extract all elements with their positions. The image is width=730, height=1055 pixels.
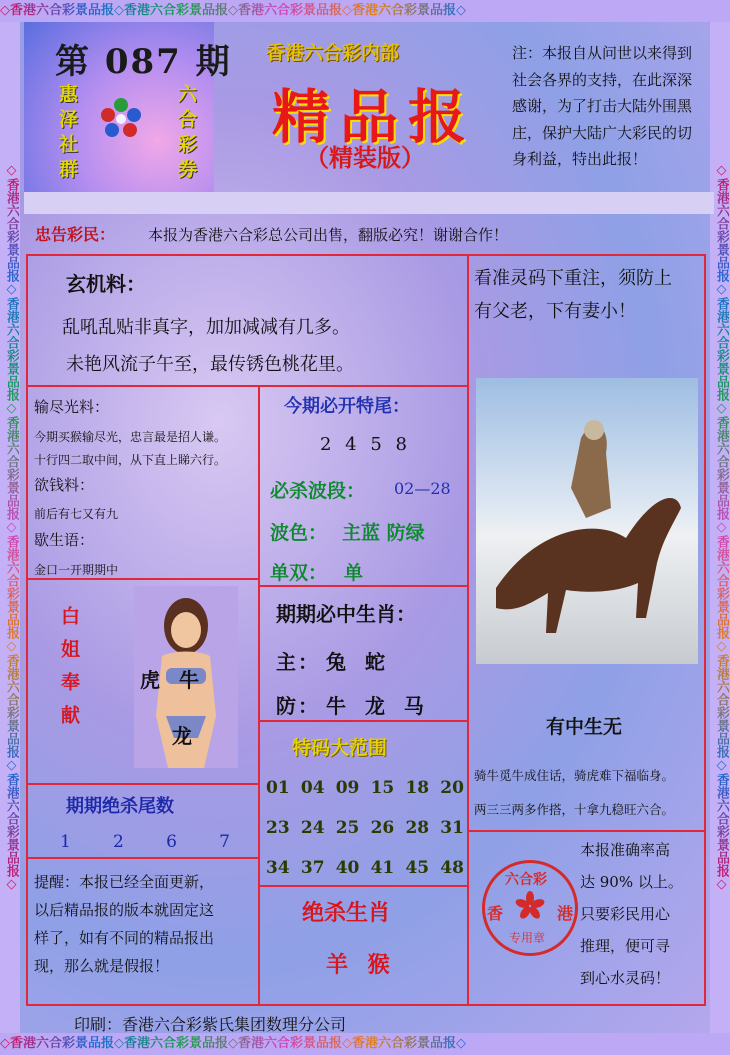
xiesheng-text: 金口一开期期中 [34,563,119,577]
girl-vertical-text: 白姐奉献 [58,606,80,738]
range-number: 15 [370,778,395,798]
kill-tail-numbers [60,832,230,852]
vertical-slogan-right: 六合彩券 [175,84,197,184]
range-number: 20 [440,778,464,798]
range-number: 09 [335,778,360,798]
range-row [266,778,464,818]
top-right-line-2: 有父老，下有妻小！ [474,301,636,322]
yuqian-title: 欲钱料： [34,476,95,494]
shujin-title: 输尽光料： [34,398,110,416]
range-number: 04 [300,778,325,798]
top-border-text: ◇香港六合彩景品报◇香港六合彩景品报◇香港六合彩景品报◇香港六合彩景品报◇ [0,3,466,18]
fang-value: 牛 龙 马 [326,694,430,718]
range-number: 45 [405,858,430,878]
range-number: 23 [266,818,290,838]
range-number: 48 [440,858,464,878]
accuracy-line: 到心水灵码！ [580,969,671,987]
shujin-line-1: 今期买猴输尽光，忠言最是招人谦。 [34,430,227,444]
left-border-text: ◇香港六合彩景品报◇香港六合彩景品报◇香港六合彩景品报◇香港六合彩景品报◇香港六合彩景品报◇香港六合彩景品报◇ [4,163,19,892]
official-stamp [482,860,578,956]
girl-overlay-2: 龙 [172,724,192,748]
divider-mid-column [258,385,260,1006]
lottery-logo-icon [98,95,144,141]
bose-value: 主蓝 防绿 [342,522,425,544]
accuracy-block [580,834,704,994]
xiesheng-title: 歇生语： [34,531,95,549]
girl-overlay-1: 虎 牛 [140,668,205,692]
range-number: 28 [405,818,430,838]
range-number: 37 [300,858,325,878]
kill-tail-number: 1 [60,832,71,852]
divider-right-column [467,254,469,1006]
notice-block [512,40,702,173]
range-number: 34 [266,858,290,878]
tewei-title: 今期必开特尾： [284,396,410,417]
range-number: 40 [335,858,360,878]
range-grid [266,778,464,898]
fang-label: 防： [276,694,320,718]
xuanji-line-1: 乱吼乱贴非真字，加加减减有几多。 [62,317,350,338]
issue-number: 第 087 期 [55,42,232,82]
notice-line: 社会各界的支持，在此深深 [512,70,693,89]
reminder-line: 样了，如有不同的精品报出 [34,929,215,947]
kill-tail-number: 6 [166,832,177,852]
boduan-value: 02—28 [394,479,451,498]
caution-label: 忠告彩民： [35,225,116,244]
bauhinia-flower-icon [515,891,545,921]
range-number: 25 [335,818,360,838]
main-title: 精品报 [272,83,477,151]
accuracy-line: 只要彩民用心 [580,905,671,923]
kill-tail-title: 期期绝杀尾数 [66,796,174,817]
right-border [710,22,730,1033]
divider-under-girl [26,783,259,785]
divider-under-danshuang [258,585,469,587]
printer-line: 印刷：香港六合彩紫氏集团数理分公司 [74,1015,347,1034]
left-border [0,22,20,1033]
notice-line: 身利益，特出此报！ [512,150,648,168]
zhu-value: 兔 蛇 [326,650,391,674]
range-row [266,818,464,858]
kill-zodiac-value: 羊 猴 [326,952,396,978]
range-row [266,858,464,898]
danshuang-label: 单双： [270,562,328,584]
caution-text: 本报为香港六合彩总公司出售，翻版必究！谢谢合作！ [148,226,509,244]
accuracy-line: 本报准确率高 [580,841,671,859]
range-number: 31 [440,818,464,838]
right-border-text: ◇香港六合彩景品报◇香港六合彩景品报◇香港六合彩景品报◇香港六合彩景品报◇香港六合彩景品报◇香港六合彩景品报◇ [714,163,729,892]
youzhong-title: 有中生无 [546,716,623,738]
range-number: 01 [266,778,290,798]
divider-under-shengxiao [258,720,469,722]
divider-under-shujin [26,578,259,580]
bottom-border [0,1033,730,1055]
xuanji-line-2: 未艳风流子午至，最传锈色桃花里。 [66,354,354,375]
shengxiao-title: 期期必中生肖： [276,602,416,626]
reminder-line: 以后精品报的版本就固定这 [34,901,215,919]
tewei-numbers: 2 4 5 8 [320,434,411,455]
notice-line: 庄，保护大陆广大彩民的切 [512,123,693,142]
edition-label: （精装版） [305,143,425,172]
vertical-slogan-left: 惠泽社群 [56,84,78,184]
accuracy-line: 达 90% 以上。 [580,873,683,891]
sub-title: 香港六合彩内部 [266,42,400,64]
range-number: 18 [405,778,430,798]
range-number: 26 [370,818,395,838]
kill-tail-number: 7 [219,832,230,852]
zhu-label: 主： [276,650,320,674]
youzhong-line-1: 骑牛觅牛成住话，骑虎难下福临身。 [474,768,675,783]
stamp-top-text: 六合彩 [505,872,547,888]
horse-rider-photo [476,378,698,664]
divider-under-youzhong [467,830,706,832]
yuqian-text: 前后有七又有九 [34,507,119,521]
stamp-right-text: 港 [557,904,574,923]
notice-line: 感谢，为了打击大陆外围黑 [512,97,693,115]
reminder-line: 现，那么就是假报！ [34,957,170,975]
shujin-line-2: 十行四二取中间，从下直上睇六行。 [34,453,227,467]
bottom-border-text: ◇香港六合彩景品报◇香港六合彩景品报◇香港六合彩景品报◇香港六合彩景品报◇ [0,1036,466,1051]
divider-under-killtail [26,857,259,859]
reminder-block [34,868,256,980]
range-number: 41 [370,858,395,878]
kill-zodiac-title: 绝杀生肖 [302,900,391,926]
header-divider-band [24,192,714,214]
reminder-line: 提醒：本报已经全面更新， [34,873,215,891]
youzhong-line-2: 两三三两多作搭，十拿九稳旺六合。 [474,802,675,817]
accuracy-line: 推理，便可寻 [580,937,671,955]
top-border [0,0,730,22]
boduan-label: 必杀波段： [270,480,366,502]
stamp-left-text: 香 [487,904,504,923]
notice-line: 注：本报自从问世以来得到 [512,44,693,62]
divider-under-xuanji [26,385,469,387]
danshuang-value: 单 [344,562,364,584]
kill-tail-number: 2 [113,832,124,852]
range-title: 特码大范围 [292,737,388,759]
top-right-line-1: 看准灵码下重注，须防上 [474,268,672,289]
stamp-bottom-text: 专用章 [509,931,546,945]
bose-label: 波色： [270,522,328,544]
xuanji-title: 玄机料： [66,272,146,296]
range-number: 24 [300,818,325,838]
